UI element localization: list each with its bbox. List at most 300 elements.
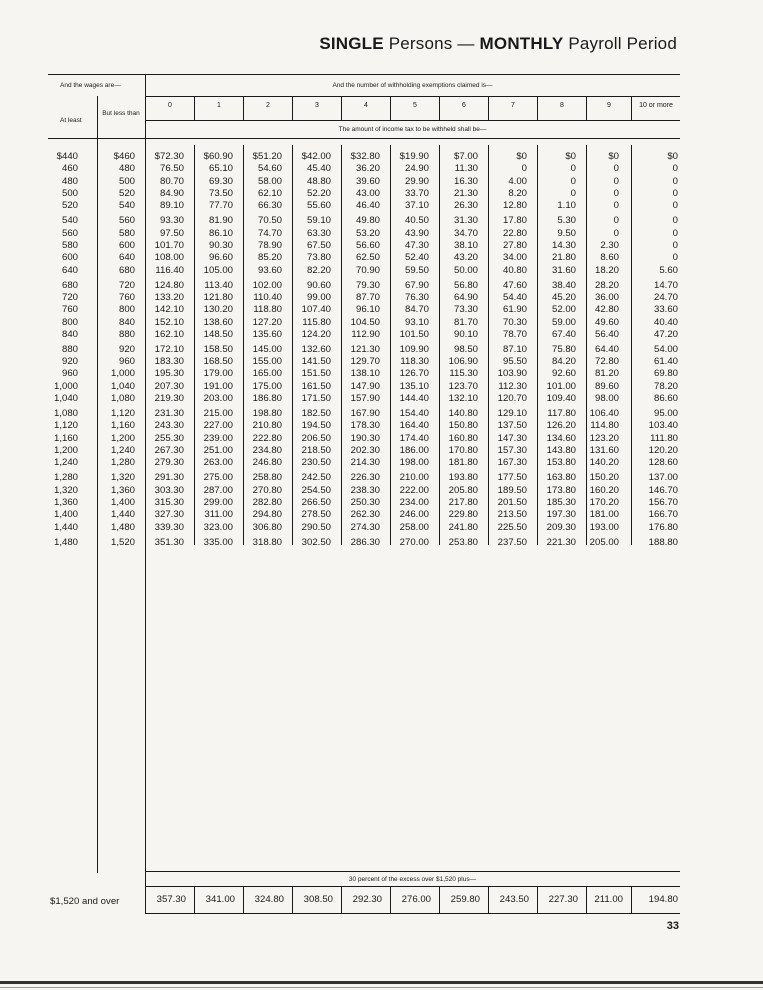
cell-tax-1: 73.50 (208, 188, 233, 200)
cell-tax-4: 121.30 (350, 343, 380, 355)
cell-tax-1: 323.00 (203, 521, 233, 533)
cell-tax-0: 267.30 (154, 445, 184, 457)
cell-tax-1: 299.00 (203, 496, 233, 508)
cell-tax-4: 96.10 (355, 304, 380, 316)
cell-tax-7: 17.80 (502, 215, 527, 227)
table-row (0, 445, 763, 457)
cell-tax-4: 53.20 (355, 227, 380, 239)
cell-at-least: 520 (61, 200, 78, 212)
cell-at-least: 800 (61, 316, 78, 328)
cell-tax-4: 157.90 (350, 393, 380, 405)
cell-tax-8: 0 (570, 188, 576, 200)
cell-tax-6: 31.30 (453, 215, 478, 227)
cell-at-least: 1,400 (53, 509, 78, 521)
over-cell-6: 259.80 (450, 894, 480, 905)
cell-tax-10: 188.80 (648, 536, 678, 548)
wages-header: And the wages are— (60, 82, 121, 89)
cell-tax-6: 160.80 (448, 432, 478, 444)
cell-tax-3: 206.50 (301, 432, 331, 444)
cell-tax-4: 286.30 (350, 536, 380, 548)
cell-tax-10: 61.40 (653, 356, 678, 368)
cell-tax-9: 131.60 (589, 445, 619, 457)
cell-tax-4: 190.30 (350, 432, 380, 444)
cell-tax-8: 38.40 (551, 279, 576, 291)
cell-tax-5: 164.40 (399, 420, 429, 432)
cell-tax-10: 86.60 (653, 393, 678, 405)
cell-tax-5: 198.00 (399, 457, 429, 469)
cell-tax-6: 34.70 (453, 227, 478, 239)
cell-at-least: 1,320 (53, 484, 78, 496)
cell-tax-8: 126.20 (546, 420, 576, 432)
cell-tax-7: 40.80 (502, 264, 527, 276)
cell-tax-7: $0 (516, 151, 527, 162)
over-cell-0: 357.30 (156, 894, 186, 905)
cell-at-least: 1,240 (53, 457, 78, 469)
cell-but-less-than: 920 (118, 343, 135, 355)
cell-tax-0: 80.70 (159, 175, 184, 187)
cell-tax-4: 202.30 (350, 445, 380, 457)
cell-at-least: 500 (61, 188, 78, 200)
cell-tax-6: 11.30 (454, 163, 478, 175)
column-header-1: 1 (217, 102, 221, 109)
cell-at-least: $440 (56, 151, 78, 162)
cell-tax-3: 266.50 (301, 496, 331, 508)
cell-tax-2: 70.50 (257, 215, 282, 227)
cell-tax-5: 126.70 (399, 368, 429, 380)
cell-tax-8: 92.60 (551, 368, 576, 380)
cell-tax-3: 141.50 (301, 356, 331, 368)
cell-tax-9: 81.20 (594, 368, 619, 380)
cell-tax-3: 194.50 (301, 420, 331, 432)
cell-but-less-than: 680 (118, 264, 135, 276)
cell-tax-6: 56.80 (453, 279, 478, 291)
cell-tax-6: 38.10 (453, 239, 478, 251)
cell-tax-6: 253.80 (448, 536, 478, 548)
cell-tax-8: 67.40 (551, 328, 576, 340)
cell-tax-5: 33.70 (404, 188, 429, 200)
cell-tax-0: 133.20 (154, 291, 184, 303)
header-rule-2 (145, 120, 680, 121)
amount-header: The amount of income tax to be withheld shall be— (338, 126, 487, 133)
cell-tax-9: 98.00 (594, 393, 619, 405)
cell-tax-0: 219.30 (154, 393, 184, 405)
over-cell-4: 292.30 (352, 894, 382, 905)
cell-tax-2: 222.80 (252, 432, 282, 444)
cell-but-less-than: 520 (118, 188, 135, 200)
cell-tax-4: 147.90 (350, 380, 380, 392)
cell-tax-5: 93.10 (404, 316, 429, 328)
cell-tax-10: 0 (672, 188, 678, 200)
cell-tax-10: 137.00 (648, 472, 678, 484)
cell-at-least: 1,080 (53, 408, 78, 419)
cell-tax-3: 302.50 (301, 536, 331, 548)
cell-tax-10: 166.70 (648, 509, 678, 521)
cell-tax-9: 89.60 (594, 380, 619, 392)
cell-tax-10: 120.20 (648, 445, 678, 457)
cell-tax-3: 59.10 (306, 215, 331, 227)
cell-tax-3: 254.50 (301, 484, 331, 496)
cell-tax-10: 0 (672, 227, 678, 239)
cell-tax-7: 61.90 (502, 304, 527, 316)
cell-tax-5: 59.50 (404, 264, 429, 276)
cell-tax-6: 64.90 (453, 291, 478, 303)
cell-tax-4: 214.30 (350, 457, 380, 469)
cell-tax-5: 43.90 (404, 227, 429, 239)
cell-tax-9: 205.00 (589, 536, 619, 548)
cell-tax-5: 210.00 (399, 472, 429, 484)
cell-tax-4: 112.90 (351, 328, 380, 340)
cell-tax-0: 162.10 (154, 328, 184, 340)
cell-tax-4: 43.00 (355, 188, 380, 200)
table-row (0, 344, 763, 356)
over-cell-2: 324.80 (254, 894, 284, 905)
cell-at-least: 840 (61, 328, 78, 340)
cell-tax-2: 318.80 (252, 536, 282, 548)
cell-tax-9: 0 (613, 188, 619, 200)
cell-but-less-than: 1,120 (110, 408, 135, 419)
cell-tax-7: 129.10 (497, 408, 527, 419)
cell-tax-5: 234.00 (399, 496, 429, 508)
cell-tax-2: 155.00 (252, 356, 282, 368)
cell-tax-10: 14.70 (653, 279, 678, 291)
cell-tax-8: 59.00 (551, 316, 576, 328)
cell-tax-1: 215.00 (203, 408, 233, 419)
cell-tax-9: 0 (613, 175, 619, 187)
cell-tax-10: 33.60 (653, 304, 678, 316)
cell-tax-6: 123.70 (448, 380, 478, 392)
cell-tax-5: 101.50 (399, 328, 429, 340)
cell-but-less-than: 1,200 (110, 432, 135, 444)
over-divider-7 (488, 886, 489, 913)
cell-tax-1: 203.00 (203, 393, 233, 405)
cell-tax-7: 201.50 (497, 496, 527, 508)
cell-tax-4: 49.80 (355, 215, 380, 227)
table-row (0, 280, 763, 292)
but-less-than-header: But less than (102, 110, 140, 117)
table-row (0, 163, 763, 175)
cell-but-less-than: 580 (118, 227, 135, 239)
cell-tax-8: 117.80 (547, 408, 576, 419)
cell-tax-7: 112.30 (498, 380, 527, 392)
cell-tax-9: 18.20 (594, 264, 619, 276)
cell-tax-8: 5.30 (557, 215, 576, 227)
cell-tax-7: 137.50 (497, 420, 527, 432)
cell-tax-5: 84.70 (404, 304, 429, 316)
cell-tax-10: 0 (672, 175, 678, 187)
cell-tax-3: 290.50 (301, 521, 331, 533)
cell-tax-2: 62.10 (257, 188, 282, 200)
cell-tax-5: 174.40 (399, 432, 429, 444)
cell-tax-10: 24.70 (653, 291, 678, 303)
cell-at-least: 1,280 (53, 472, 78, 484)
cell-tax-3: 52.20 (306, 188, 331, 200)
cell-tax-10: 54.00 (653, 343, 678, 355)
cell-tax-1: 287.00 (203, 484, 233, 496)
cell-tax-3: $42.00 (301, 151, 331, 162)
cell-tax-5: 40.50 (404, 215, 429, 227)
cell-tax-9: 72.80 (594, 356, 619, 368)
cell-tax-0: 124.80 (154, 279, 184, 291)
page-number: 33 (666, 920, 679, 932)
cell-tax-4: 87.70 (355, 291, 380, 303)
table-row (0, 292, 763, 304)
cell-tax-7: 237.50 (497, 536, 527, 548)
cell-tax-6: 26.30 (453, 200, 478, 212)
cell-tax-7: 87.10 (502, 343, 527, 355)
cell-tax-0: 303.30 (154, 484, 184, 496)
cell-tax-1: 130.20 (203, 304, 233, 316)
cell-tax-0: 231.30 (154, 408, 184, 419)
cell-tax-9: 2.30 (600, 239, 619, 251)
cell-tax-7: 78.70 (502, 328, 527, 340)
cell-tax-3: 278.50 (301, 509, 331, 521)
cell-tax-3: 242.50 (301, 472, 331, 484)
cell-tax-6: 106.90 (448, 356, 478, 368)
table-row (0, 393, 763, 405)
cell-tax-1: 239.00 (203, 432, 233, 444)
cell-at-least: 1,040 (53, 393, 78, 405)
cell-tax-5: 67.90 (404, 279, 429, 291)
cell-tax-8: 0 (570, 163, 576, 175)
cell-at-least: 920 (61, 356, 78, 368)
cell-tax-6: 217.80 (448, 496, 478, 508)
cell-tax-7: 103.90 (497, 368, 527, 380)
cell-tax-10: 0 (672, 200, 678, 212)
cell-tax-2: 58.00 (257, 175, 282, 187)
table-row (0, 381, 763, 393)
column-header-3: 3 (315, 102, 319, 109)
cell-tax-3: 55.60 (306, 200, 331, 212)
cell-tax-5: 258.00 (399, 521, 429, 533)
cell-tax-4: 46.40 (355, 200, 380, 212)
cell-tax-2: 282.80 (252, 496, 282, 508)
cell-tax-7: 95.50 (502, 356, 527, 368)
cell-tax-5: 222.00 (399, 484, 429, 496)
cell-but-less-than: 1,360 (110, 484, 135, 496)
table-row (0, 188, 763, 200)
cell-tax-3: 161.50 (301, 380, 331, 392)
cell-but-less-than: 1,080 (110, 393, 135, 405)
cell-tax-9: 0 (613, 227, 619, 239)
table-row (0, 457, 763, 469)
cell-tax-2: 93.60 (257, 264, 282, 276)
cell-tax-8: 197.30 (546, 509, 576, 521)
table-row (0, 240, 763, 252)
cell-tax-2: 294.80 (252, 509, 282, 521)
cell-tax-5: 29.90 (404, 175, 429, 187)
cell-tax-4: 250.30 (350, 496, 380, 508)
cell-tax-8: 221.30 (546, 536, 576, 548)
cell-tax-8: 1.10 (557, 200, 576, 212)
cell-tax-5: 76.30 (404, 291, 429, 303)
cell-tax-10: 0 (672, 215, 678, 227)
cell-tax-1: 148.50 (203, 328, 233, 340)
cell-tax-10: 0 (672, 252, 678, 264)
cell-tax-6: 115.30 (449, 368, 478, 380)
cell-but-less-than: 1,160 (110, 420, 135, 432)
cell-tax-8: $0 (565, 151, 576, 162)
cell-tax-2: 127.20 (252, 316, 282, 328)
cell-but-less-than: 540 (118, 200, 135, 212)
cell-tax-1: 335.00 (203, 536, 233, 548)
cell-tax-4: $32.80 (350, 151, 380, 162)
cell-tax-10: 0 (672, 163, 678, 175)
cell-tax-10: $0 (667, 151, 678, 162)
cell-tax-10: 128.60 (648, 457, 678, 469)
cell-tax-8: 31.60 (551, 264, 576, 276)
cell-tax-6: 150.80 (448, 420, 478, 432)
cell-tax-10: 47.20 (653, 328, 678, 340)
over-cell-5: 276.00 (401, 894, 431, 905)
cell-tax-0: 315.30 (154, 496, 184, 508)
cell-tax-9: 0 (613, 200, 619, 212)
cell-but-less-than: 1,040 (110, 380, 135, 392)
cell-tax-7: 27.80 (502, 239, 527, 251)
cell-tax-3: 218.50 (301, 445, 331, 457)
cell-tax-9: 170.20 (589, 496, 619, 508)
cell-tax-8: 84.20 (551, 356, 576, 368)
cell-tax-0: 339.30 (154, 521, 184, 533)
cell-tax-0: 351.30 (154, 536, 184, 548)
column-header-5: 5 (413, 102, 417, 109)
over-cell-8: 227.30 (548, 894, 578, 905)
column-header-7: 7 (511, 102, 515, 109)
column-header-8: 8 (560, 102, 564, 109)
cell-at-least: 880 (61, 343, 78, 355)
excess-label: 30 percent of the excess over $1,520 plus— (348, 876, 477, 883)
over-divider-1 (194, 886, 195, 913)
cell-tax-6: 241.80 (448, 521, 478, 533)
cell-tax-8: 163.80 (546, 472, 576, 484)
cell-tax-10: 176.80 (648, 521, 678, 533)
cell-at-least: 480 (61, 175, 78, 187)
cell-at-least: 460 (61, 163, 78, 175)
cell-tax-1: 311.00 (204, 509, 233, 521)
column-header-9: 9 (607, 102, 611, 109)
table-row (0, 304, 763, 316)
cell-tax-6: 16.30 (453, 175, 478, 187)
over-divider-4 (341, 886, 342, 913)
cell-tax-0: 207.30 (154, 380, 184, 392)
cell-tax-3: 230.50 (301, 457, 331, 469)
cell-tax-3: 67.50 (306, 239, 331, 251)
cell-tax-4: 138.10 (350, 368, 380, 380)
cell-tax-4: 70.90 (355, 264, 380, 276)
cell-tax-4: 262.30 (350, 509, 380, 521)
cell-tax-1: 105.00 (203, 264, 233, 276)
table-row (0, 509, 763, 521)
cell-at-least: 1,360 (53, 496, 78, 508)
over-divider-3 (292, 886, 293, 913)
cell-tax-6: 193.80 (448, 472, 478, 484)
cell-tax-0: 76.50 (159, 163, 184, 175)
cell-tax-3: 45.40 (306, 163, 331, 175)
page-title: SINGLE Persons — MONTHLY Payroll Period (319, 34, 677, 53)
table-row (0, 176, 763, 188)
cell-tax-1: 251.00 (203, 445, 233, 457)
cell-but-less-than: 560 (118, 215, 135, 227)
cell-tax-3: 171.50 (301, 393, 331, 405)
cell-tax-3: 99.00 (306, 291, 331, 303)
cell-tax-4: 226.30 (350, 472, 380, 484)
cell-tax-6: 43.20 (453, 252, 478, 264)
cell-tax-0: 152.10 (154, 316, 184, 328)
cell-tax-8: 0 (570, 175, 576, 187)
cell-tax-0: 89.10 (159, 200, 184, 212)
cell-tax-5: 118.30 (400, 356, 429, 368)
cell-at-least: 1,000 (53, 380, 78, 392)
over-divider-2 (243, 886, 244, 913)
cell-tax-5: 154.40 (399, 408, 429, 419)
cell-tax-5: 246.00 (399, 509, 429, 521)
cell-tax-5: 186.00 (399, 445, 429, 457)
cell-tax-9: 140.20 (589, 457, 619, 469)
cell-tax-9: 28.20 (594, 279, 619, 291)
cell-tax-1: $60.90 (203, 151, 233, 162)
header-rule-1 (145, 96, 680, 97)
cell-tax-7: 54.40 (502, 291, 527, 303)
cell-tax-3: 90.60 (306, 279, 331, 291)
cell-tax-2: 258.80 (252, 472, 282, 484)
cell-tax-2: 74.70 (257, 227, 282, 239)
table-row (0, 252, 763, 264)
cell-tax-0: 172.10 (154, 343, 184, 355)
table-row (0, 433, 763, 445)
cell-tax-9: 56.40 (594, 328, 619, 340)
cell-tax-5: 144.40 (399, 393, 429, 405)
cell-tax-7: 12.80 (502, 200, 527, 212)
cell-tax-2: 165.00 (252, 368, 282, 380)
cell-tax-2: 54.60 (257, 163, 282, 175)
cell-but-less-than: 1,400 (110, 496, 135, 508)
cell-tax-1: 121.80 (203, 291, 233, 303)
cell-tax-10: 95.00 (653, 408, 678, 419)
cell-tax-2: 66.30 (257, 200, 282, 212)
cell-but-less-than: 960 (118, 356, 135, 368)
cell-tax-7: 177.50 (497, 472, 527, 484)
cell-tax-8: 109.40 (546, 393, 576, 405)
cell-tax-0: 291.30 (154, 472, 184, 484)
cell-tax-0: 116.40 (155, 264, 184, 276)
cell-tax-10: 69.80 (653, 368, 678, 380)
cell-tax-0: 255.30 (154, 432, 184, 444)
cell-tax-5: 24.90 (404, 163, 429, 175)
over-cell-7: 243.50 (499, 894, 529, 905)
cell-tax-0: 97.50 (159, 227, 184, 239)
table-bottom-rule (145, 913, 680, 914)
cell-at-least: 720 (61, 291, 78, 303)
exemptions-header: And the number of withholding exemptions claimed is— (332, 82, 493, 89)
cell-tax-1: 69.30 (208, 175, 233, 187)
cell-tax-5: 37.10 (404, 200, 429, 212)
cell-tax-4: 79.30 (355, 279, 380, 291)
cell-but-less-than: 500 (118, 175, 135, 187)
cell-tax-2: 234.80 (252, 445, 282, 457)
table-row (0, 368, 763, 380)
over-cell-1: 341.00 (205, 894, 235, 905)
cell-tax-9: $0 (608, 151, 619, 162)
table-row (0, 472, 763, 484)
cell-tax-6: 170.80 (448, 445, 478, 457)
cell-but-less-than: 880 (118, 328, 135, 340)
cell-tax-9: 64.40 (594, 343, 619, 355)
table-row (0, 522, 763, 534)
cell-tax-1: 65.10 (208, 163, 233, 175)
cell-tax-2: 270.80 (252, 484, 282, 496)
cell-tax-3: 73.80 (306, 252, 331, 264)
table-row (0, 356, 763, 368)
cell-tax-5: 109.90 (399, 343, 429, 355)
